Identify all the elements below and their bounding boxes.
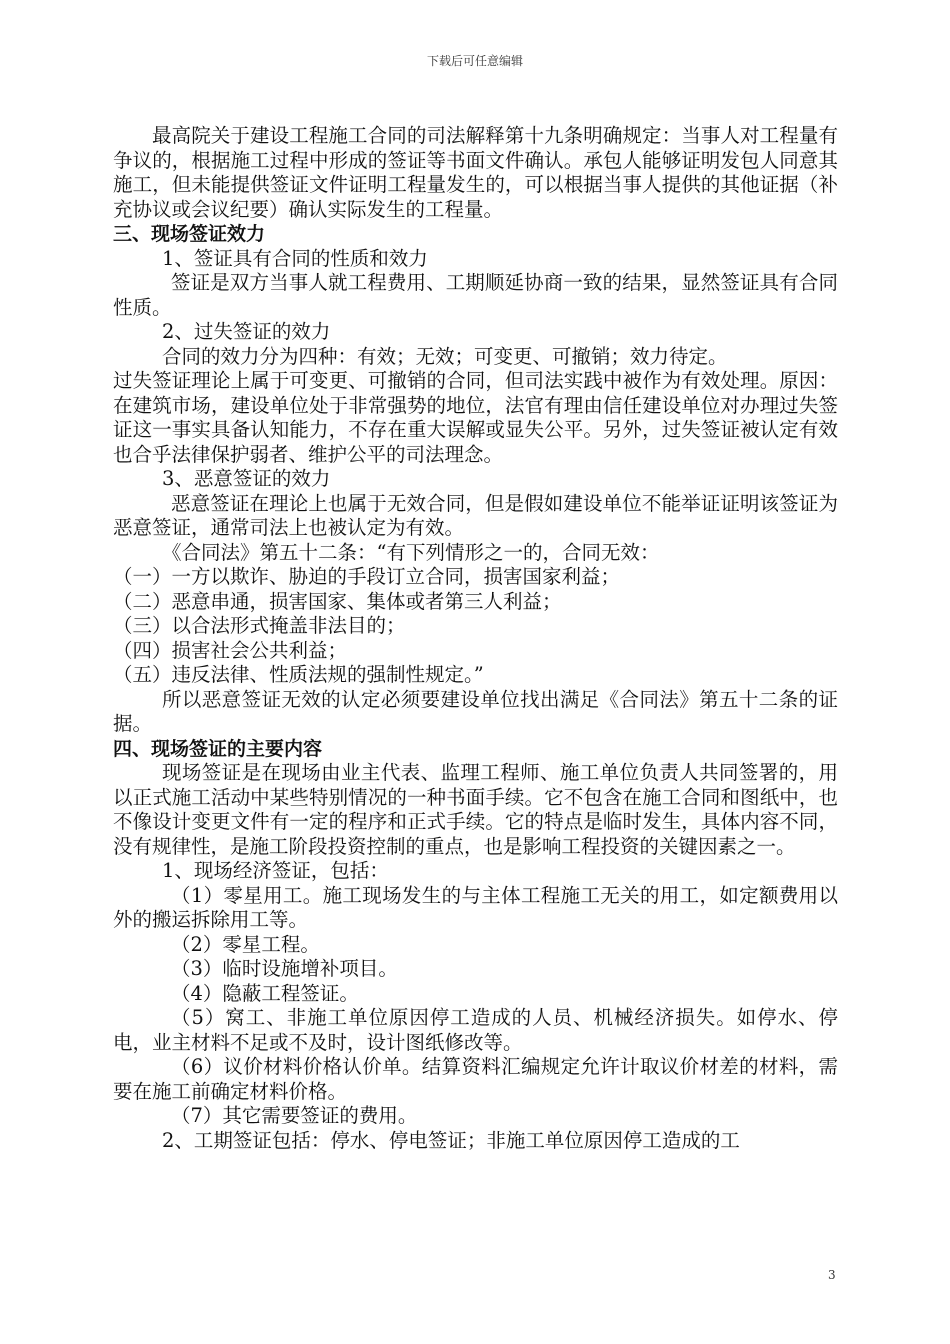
- paragraph: 签证是双方当事人就工程费用、工期顺延协商一致的结果，显然签证具有合同性质。: [113, 271, 838, 319]
- paragraph: 2、工期签证包括：停水、停电签证；非施工单位原因停工造成的工: [162, 1128, 740, 1152]
- paragraph: 1、现场经济签证，包括：: [162, 859, 389, 882]
- section-heading: 三、现场签证效力: [113, 223, 266, 245]
- paragraph: （4）隐蔽工程签证。: [171, 981, 359, 1005]
- section-heading: 四、现场签证的主要内容: [113, 737, 323, 760]
- paragraph: （四）损害社会公共利益；: [113, 638, 348, 662]
- paragraph: 2、过失签证的效力: [162, 320, 331, 343]
- paragraph: （3）临时设施增补项目。: [171, 957, 398, 980]
- paragraph: （2）零星工程。: [171, 932, 320, 956]
- paragraph: 所以恶意签证无效的认定必须要建设单位找出满足《合同法》第五十二条的证据。: [113, 687, 838, 735]
- paragraph: （7）其它需要签证的费用。: [171, 1104, 418, 1127]
- paragraph: 最高院关于建设工程施工合同的司法解释第十九条明确规定：当事人对工程量有争议的，根据施工过程中形成的签证等书面文件确认。承包人能够证明发包人同意其施工，但未能提供签证文件证明工程量发生的，可以根据当事人提供的其他证据（补充协议或会议纪要）确认实际发生的工程量。: [113, 124, 838, 221]
- paragraph: （五）违反法律、性质法规的强制性规定。”: [113, 663, 484, 686]
- paragraph: 恶意签证在理论上也属于无效合同，但是假如建设单位不能举证证明该签证为恶意签证，通常司法上也被认定为有效。: [113, 491, 838, 539]
- paragraph: 合同的效力分为四种：有效；无效；可变更、可撤销；效力待定。: [162, 344, 728, 368]
- paragraph: 现场签证是在现场由业主代表、监理工程师、施工单位负责人共同签署的，用以正式施工活动中某些特别情况的一种书面手续。它不包含在施工合同和图纸中，也不像设计变更文件有一定的程序和正式手续。它的特点是临时发生，具体内容不同，没有规律性，是施工阶段投资控制的重点，也是影响工程投资的关键因素之一。: [113, 761, 838, 858]
- paragraph: （二）恶意串通，损害国家、集体或者第三人利益；: [113, 589, 562, 613]
- page-header: 下载后可任意编辑: [426, 54, 523, 68]
- paragraph: （6）议价材料价格认价单。结算资料汇编规定允许计取议价材差的材料，需要在施工前确定材料价格。: [113, 1055, 838, 1103]
- page-number: 3: [828, 1268, 836, 1282]
- paragraph: 1、签证具有合同的性质和效力: [162, 246, 428, 270]
- paragraph: （5）窝工、非施工单位原因停工造成的人员、机械经济损失。如停水、停电，业主材料不足或不及时，设计图纸修改等。: [113, 1006, 838, 1054]
- paragraph: （1）零星用工。施工现场发生的与主体工程施工无关的用工，如定额费用以外的搬运拆除用工等。: [113, 883, 838, 931]
- paragraph: 3、恶意签证的效力: [162, 467, 331, 490]
- paragraph: （一）一方以欺诈、胁迫的手段订立合同，损害国家利益；: [113, 565, 621, 588]
- paragraph: 过失签证理论上属于可变更、可撤销的合同，但司法实践中被作为有效处理。原因：在建筑市场，建设单位处于非常强势的地位，法官有理由信任建设单位对办理过失签证这一事实具备认知能力，不存在重大误解或显失公平。另外，过失签证被认定有效也合乎法律保护弱者、维护公平的司法理念。: [113, 369, 838, 466]
- document-body: [113, 124, 838, 1153]
- paragraph: （三）以合法形式掩盖非法目的；: [113, 614, 406, 637]
- paragraph: 《合同法》第五十二条：“有下列情形之一的，合同无效：: [162, 540, 660, 564]
